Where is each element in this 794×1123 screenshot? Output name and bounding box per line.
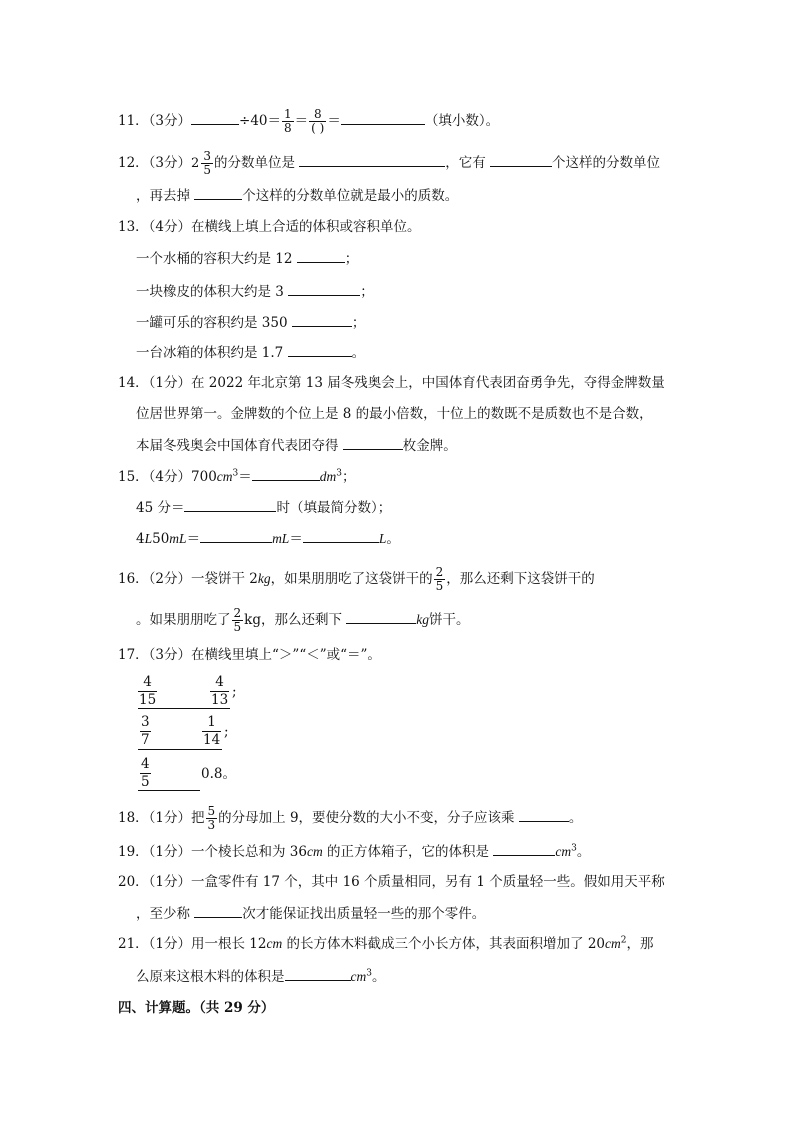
fraction: $\frac{2}{5}$ bbox=[435, 565, 444, 593]
question-11: 11．（3分） ÷40＝ $\frac{1}{8}$ ＝ $\frac{8}{( )}$ ＝ （填小数）。 bbox=[118, 107, 500, 135]
question-20-line2: ，至少称 次才能保证找出质量轻一些的那个零件。 bbox=[136, 903, 485, 924]
question-14-line3: 本届冬残奥会中国体育代表团夺得 枚金牌。 bbox=[136, 435, 457, 456]
fraction: $\frac{5}{3}$ bbox=[207, 804, 216, 832]
fraction: $\frac{8}{( )}$ bbox=[311, 107, 325, 135]
q13-item-2: 一块橡皮的体积大约是 3 ； bbox=[136, 281, 374, 302]
answer-blank[interactable] bbox=[493, 841, 555, 856]
question-15: 15．（4分）$700cm^3= dm^3$； bbox=[118, 466, 356, 487]
q17-frac-left: $\frac{4}{5}$ bbox=[141, 756, 150, 790]
question-16: 16．（2分）一袋饼干 2kg，如果朋朋吃了这袋饼干的 $\frac{2}{5}$ ，那么还剩下这袋饼干的 bbox=[118, 565, 595, 593]
answer-blank[interactable] bbox=[288, 342, 352, 357]
answer-blank[interactable] bbox=[341, 110, 425, 125]
q13-item-1: 一个水桶的容积大约是 12 ； bbox=[136, 248, 358, 269]
mixed-number: 2 $\frac{3}{5}$ bbox=[191, 149, 211, 177]
q17-frac-left: $\frac{3}{7}$ bbox=[141, 714, 150, 748]
question-20: 20．（1分）一盒零件有 17 个，其中 16 个质量相同，另有 1 个质量轻一些。假如用天平称 bbox=[118, 874, 665, 890]
question-19: 19．（1分）一个棱长总和为 36cm 的正方体箱子，它的体积是 $cm^3$。 bbox=[118, 841, 590, 862]
answer-blank[interactable] bbox=[285, 966, 351, 981]
question-12-cont: ，再去掉 个这样的分数单位就是最小的质数。 bbox=[136, 185, 458, 206]
answer-blank[interactable] bbox=[490, 152, 552, 167]
answer-blank[interactable] bbox=[292, 312, 352, 327]
answer-blank[interactable] bbox=[299, 152, 445, 167]
question-12: 12．（3分） 2 $\frac{3}{5}$ 的分数单位是 ，它有 个这样的分数单位 bbox=[118, 149, 661, 177]
question-15-line2: 45 分＝ 时（填最简分数）； bbox=[136, 497, 391, 518]
answer-blank[interactable] bbox=[138, 790, 200, 791]
question-15-line3: 4L50mL＝ mL＝ L。 bbox=[136, 528, 400, 549]
q17-frac-right: $\frac{4}{13}$ bbox=[211, 674, 229, 708]
q17-frac-right: $\frac{1}{14}$ bbox=[203, 714, 221, 748]
question-13: 13．（4分）在横线上填上合适的体积或容积单位。 bbox=[118, 219, 421, 235]
answer-blank[interactable] bbox=[184, 497, 276, 512]
answer-blank[interactable] bbox=[252, 466, 320, 481]
answer-blank[interactable] bbox=[191, 110, 239, 125]
answer-blank[interactable] bbox=[519, 807, 569, 822]
answer-blank[interactable] bbox=[200, 528, 272, 543]
fraction: $\frac{2}{5}$ bbox=[233, 606, 242, 634]
answer-blank[interactable] bbox=[297, 248, 345, 263]
answer-blank[interactable] bbox=[194, 903, 242, 918]
answer-blank[interactable] bbox=[194, 185, 242, 200]
answer-blank[interactable] bbox=[346, 609, 416, 624]
answer-blank[interactable] bbox=[138, 708, 230, 709]
fraction: $\frac{1}{8}$ bbox=[284, 107, 292, 135]
question-18: 18．（1分）把 $\frac{5}{3}$ 的分母加上 9，要使分数的大小不变，分子应该乘 。 bbox=[118, 804, 583, 832]
question-14-line2: 位居世界第一。金牌数的个位上是 8 的最小倍数，十位上的数既不是质数也不是合数， bbox=[136, 406, 653, 422]
answer-blank[interactable] bbox=[138, 749, 222, 750]
q17-frac-left: $\frac{4}{15}$ bbox=[139, 674, 157, 708]
answer-blank[interactable] bbox=[343, 435, 403, 450]
q13-item-4: 一台冰箱的体积约是 1.7 。 bbox=[136, 342, 365, 363]
answer-blank[interactable] bbox=[303, 528, 379, 543]
q13-item-3: 一罐可乐的容积约是 350 ； bbox=[136, 312, 365, 333]
answer-blank[interactable] bbox=[288, 281, 360, 296]
question-16-line2: 。如果朋朋吃了 $\frac{2}{5}$ kg，那么还剩下 kg饼干。 bbox=[136, 606, 470, 634]
question-14: 14．（1分）在 2022 年北京第 13 届冬残奥会上，中国体育代表团奋勇争先，夺得金牌数量 bbox=[118, 375, 665, 391]
question-17: 17．（3分）在横线里填上“＞”“＜”或“＝”。 bbox=[118, 647, 381, 663]
section-heading: 四、计算题。（共 29 分） bbox=[118, 1000, 275, 1016]
question-21: 21．（1分）用一根长 12cm 的长方体木料截成三个小长方体，其表面积增加了 $20cm^2$，那 bbox=[118, 935, 654, 952]
question-21-line2: 么原来这根木料的体积是 $cm^3$。 bbox=[136, 966, 385, 987]
